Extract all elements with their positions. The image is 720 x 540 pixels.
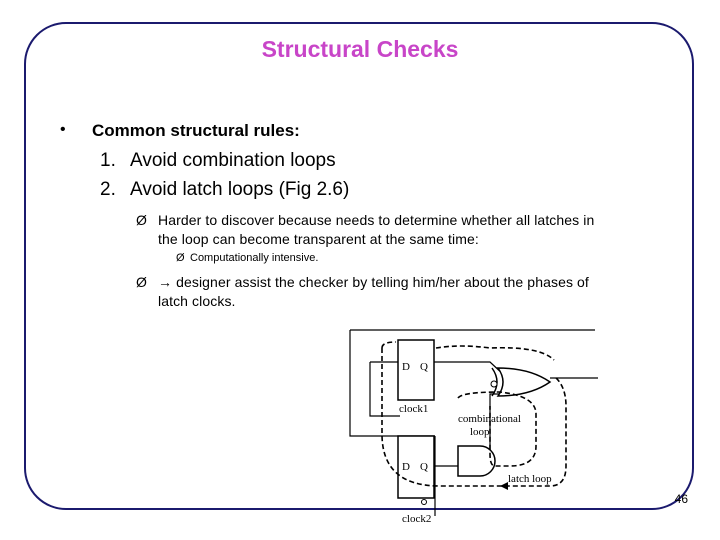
combinational-label-2: loop xyxy=(470,426,490,438)
item-number: 1. xyxy=(100,150,116,171)
and-gate xyxy=(458,446,495,476)
latch1-q: Q xyxy=(420,361,428,373)
loop-arrow-head xyxy=(500,482,508,490)
combinational-label: combinational xyxy=(458,413,521,425)
sub-sub-item: Computationally intensive. xyxy=(190,252,319,264)
bullet-dot: • xyxy=(60,121,66,138)
item-number: 2. xyxy=(100,179,116,200)
latch-loop-label: latch loop xyxy=(508,473,552,485)
latch2-clock-inverter xyxy=(422,500,427,505)
latch2-q: Q xyxy=(420,461,428,473)
bullet-heading: Common structural rules: xyxy=(92,121,300,140)
page-number: 46 xyxy=(674,492,688,506)
sub-item-line: latch clocks. xyxy=(158,293,236,309)
sub-item-line: Harder to discover because needs to determine whether all latches in xyxy=(158,212,595,228)
arrow-bullet-icon: Ø xyxy=(136,274,147,290)
arrow-bullet-icon: Ø xyxy=(176,252,185,264)
numbered-item-1 xyxy=(100,150,336,172)
latch-loop-diagram xyxy=(340,326,602,532)
arrow-bullet-icon: Ø xyxy=(136,212,147,228)
latch1-d: D xyxy=(402,361,410,373)
item-text: Avoid combination loops xyxy=(130,150,336,171)
gate-inverter-bubble xyxy=(491,381,497,387)
latch2-d: D xyxy=(402,461,410,473)
slide-title: Structural Checks xyxy=(261,36,459,62)
latch1-clock: clock1 xyxy=(399,403,429,415)
item-text: Avoid latch loops (Fig 2.6) xyxy=(130,179,350,200)
sub-item-2 xyxy=(158,273,589,311)
numbered-item-2 xyxy=(100,179,349,201)
sub-item-line: → designer assist the checker by telling him/her about the phases of xyxy=(158,274,589,290)
sub-item-line: the loop can become transparent at the same time: xyxy=(158,231,479,247)
latch2-clock: clock2 xyxy=(402,513,432,525)
sub-item-1 xyxy=(158,211,594,249)
xor-gate xyxy=(498,368,550,396)
